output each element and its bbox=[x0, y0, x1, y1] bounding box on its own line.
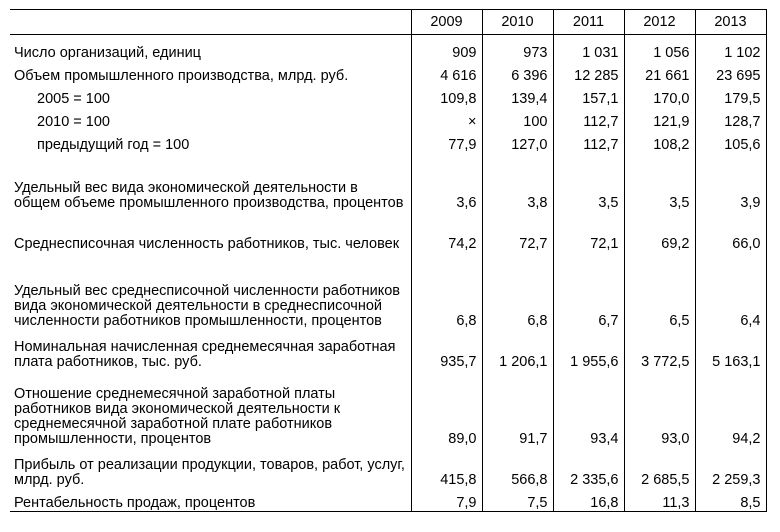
row-value: 6,8 bbox=[411, 252, 482, 329]
row-value: 1 056 bbox=[624, 35, 695, 62]
row-value: 139,4 bbox=[482, 84, 553, 107]
row-label: предыдущий год = 100 bbox=[10, 130, 411, 153]
row-label: Рентабельность продаж, процентов bbox=[10, 488, 411, 512]
row-value: × bbox=[411, 107, 482, 130]
row-label: Номинальная начисленная среднемесячная заработная плата работников, тыс. руб. bbox=[10, 329, 411, 370]
row-value: 6,7 bbox=[553, 252, 624, 329]
row-value: 72,1 bbox=[553, 211, 624, 252]
row-value: 72,7 bbox=[482, 211, 553, 252]
row-value: 1 206,1 bbox=[482, 329, 553, 370]
row-value: 100 bbox=[482, 107, 553, 130]
row-value: 94,2 bbox=[695, 370, 766, 447]
row-value: 112,7 bbox=[553, 107, 624, 130]
row-label: Отношение среднемесячной заработной платы работников вида экономической деятельности к среднемесячной заработной плате работников промышленности, процентов bbox=[10, 370, 411, 447]
row-value: 121,9 bbox=[624, 107, 695, 130]
row-label: 2005 = 100 bbox=[10, 84, 411, 107]
row-value: 105,6 bbox=[695, 130, 766, 153]
row-value: 12 285 bbox=[553, 61, 624, 84]
header-blank-cell bbox=[10, 10, 411, 35]
row-value: 1 955,6 bbox=[553, 329, 624, 370]
header-row bbox=[10, 10, 766, 35]
row-value: 7,5 bbox=[482, 488, 553, 512]
row-value: 69,2 bbox=[624, 211, 695, 252]
row-value: 170,0 bbox=[624, 84, 695, 107]
row-label: Удельный вес среднесписочной численности работников вида экономической деятельности в среднесписочной численности работников промышленности, процентов bbox=[10, 252, 411, 329]
table-row bbox=[10, 447, 766, 488]
year-header: 2012 bbox=[624, 10, 695, 35]
row-value: 6,8 bbox=[482, 252, 553, 329]
table-row bbox=[10, 61, 766, 84]
row-value: 77,9 bbox=[411, 130, 482, 153]
row-value: 11,3 bbox=[624, 488, 695, 512]
row-value: 109,8 bbox=[411, 84, 482, 107]
year-header: 2011 bbox=[553, 10, 624, 35]
row-value: 74,2 bbox=[411, 211, 482, 252]
row-value: 93,4 bbox=[553, 370, 624, 447]
row-value: 6,4 bbox=[695, 252, 766, 329]
row-value: 909 bbox=[411, 35, 482, 62]
row-value: 2 685,5 bbox=[624, 447, 695, 488]
row-value: 23 695 bbox=[695, 61, 766, 84]
row-value: 3,9 bbox=[695, 153, 766, 211]
row-value: 66,0 bbox=[695, 211, 766, 252]
row-value: 3 772,5 bbox=[624, 329, 695, 370]
row-value: 89,0 bbox=[411, 370, 482, 447]
row-value: 8,5 bbox=[695, 488, 766, 512]
row-value: 16,8 bbox=[553, 488, 624, 512]
row-value: 3,8 bbox=[482, 153, 553, 211]
table-row bbox=[10, 370, 766, 447]
row-value: 91,7 bbox=[482, 370, 553, 447]
row-value: 415,8 bbox=[411, 447, 482, 488]
row-value: 108,2 bbox=[624, 130, 695, 153]
row-value: 128,7 bbox=[695, 107, 766, 130]
table-row bbox=[10, 130, 766, 153]
row-label: Число организаций, единиц bbox=[10, 35, 411, 62]
row-value: 935,7 bbox=[411, 329, 482, 370]
row-value: 6 396 bbox=[482, 61, 553, 84]
row-label: Прибыль от реализации продукции, товаров, работ, услуг, млрд. руб. bbox=[10, 447, 411, 488]
year-header: 2010 bbox=[482, 10, 553, 35]
table-row bbox=[10, 211, 766, 252]
table-row bbox=[10, 107, 766, 130]
row-label: 2010 = 100 bbox=[10, 107, 411, 130]
row-label: Среднесписочная численность работников, тыс. человек bbox=[10, 211, 411, 252]
table-row bbox=[10, 35, 766, 62]
row-label: Объем промышленного производства, млрд. руб. bbox=[10, 61, 411, 84]
row-value: 7,9 bbox=[411, 488, 482, 512]
row-value: 1 031 bbox=[553, 35, 624, 62]
row-value: 112,7 bbox=[553, 130, 624, 153]
row-value: 21 661 bbox=[624, 61, 695, 84]
row-value: 3,5 bbox=[553, 153, 624, 211]
row-value: 127,0 bbox=[482, 130, 553, 153]
row-value: 157,1 bbox=[553, 84, 624, 107]
row-value: 3,6 bbox=[411, 153, 482, 211]
row-value: 2 335,6 bbox=[553, 447, 624, 488]
table-row bbox=[10, 488, 766, 512]
row-value: 5 163,1 bbox=[695, 329, 766, 370]
row-value: 2 259,3 bbox=[695, 447, 766, 488]
table-row bbox=[10, 252, 766, 329]
row-value: 1 102 bbox=[695, 35, 766, 62]
table-row bbox=[10, 329, 766, 370]
table-row bbox=[10, 84, 766, 107]
table-row bbox=[10, 153, 766, 211]
row-value: 973 bbox=[482, 35, 553, 62]
row-value: 3,5 bbox=[624, 153, 695, 211]
row-value: 179,5 bbox=[695, 84, 766, 107]
row-label: Удельный вес вида экономической деятельности в общем объеме промышленного производства, процентов bbox=[10, 153, 411, 211]
year-header: 2009 bbox=[411, 10, 482, 35]
row-value: 4 616 bbox=[411, 61, 482, 84]
year-header: 2013 bbox=[695, 10, 766, 35]
row-value: 93,0 bbox=[624, 370, 695, 447]
statistics-table bbox=[10, 9, 767, 512]
row-value: 566,8 bbox=[482, 447, 553, 488]
row-value: 6,5 bbox=[624, 252, 695, 329]
